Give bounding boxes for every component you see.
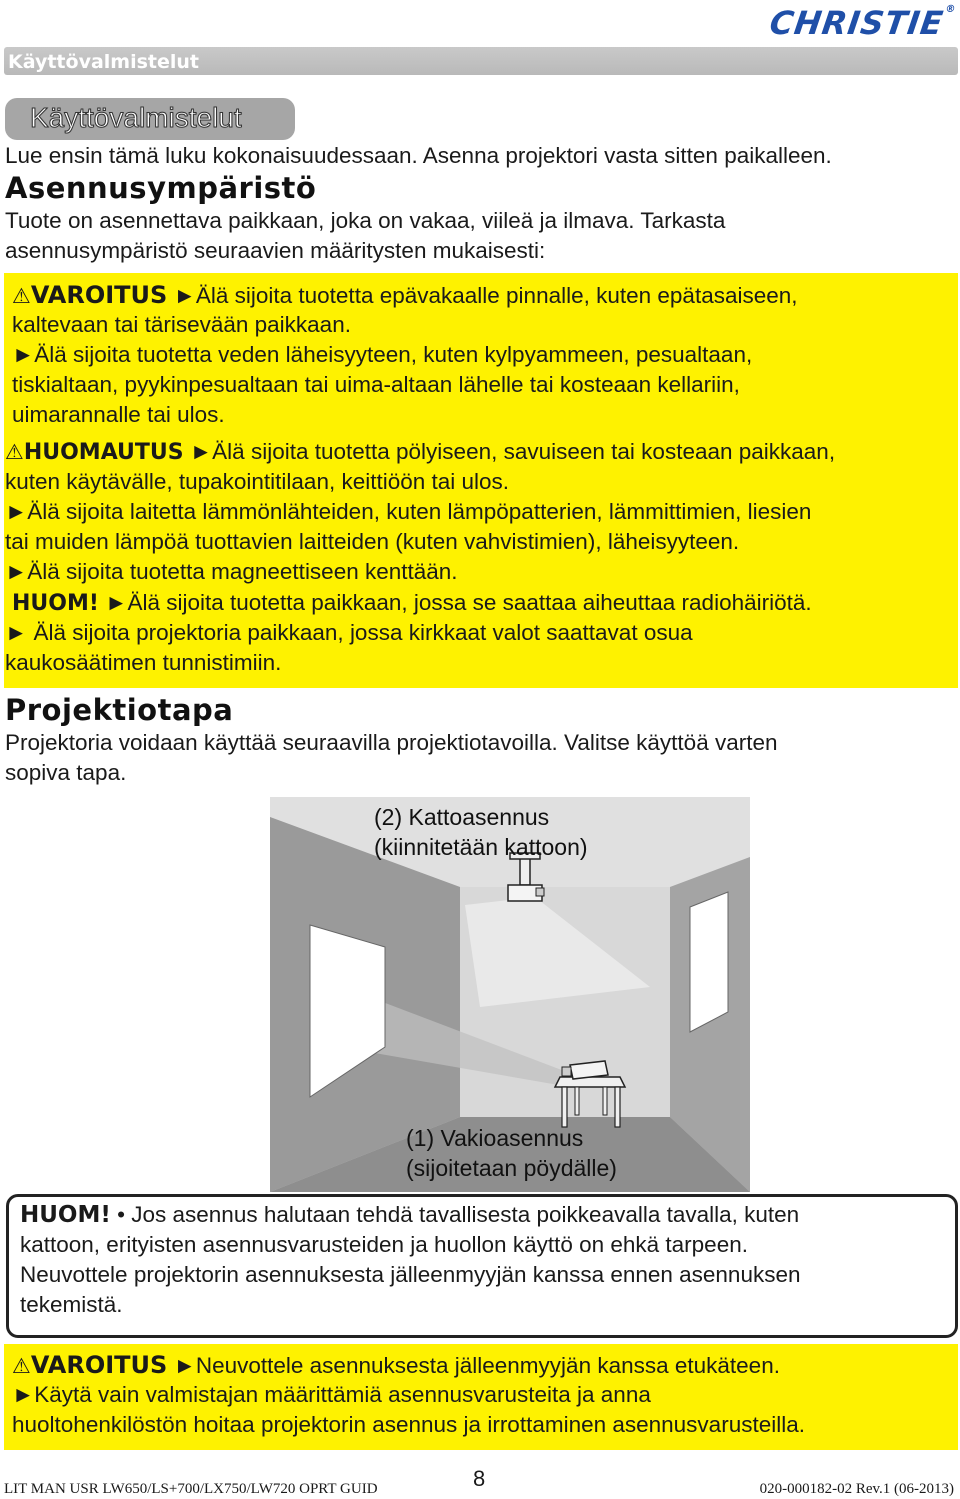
table-leg-4 [603,1087,607,1115]
table-label-1: (1) Vakioasennus [406,1125,584,1151]
registered-mark: ® [944,4,957,15]
note-line-4: tekemistä. [20,1292,123,1317]
footer-revision: 020-000182-02 Rev.1 (06-2013) [759,1481,954,1497]
table-leg-1 [562,1087,567,1127]
caution-line-1 [5,437,835,468]
ceiling-projector-lens [536,888,544,896]
table-projector [570,1061,608,1079]
projection-line-2: sopiva tapa. [5,760,127,785]
table-projector-lens [562,1067,571,1076]
section-bar [4,47,958,75]
warning1-line-5: uimarannalle tai ulos. [12,402,225,427]
environment-line-1: Tuote on asennettava paikkaan, joka on vakaa, viileä ja ilmava. Tarkasta [5,208,726,233]
table-leg-2 [615,1087,620,1127]
right-window [690,892,728,1032]
footer-doc-id: LIT MAN USR LW650/LS+700/LX750/LW720 OPRT GUID [4,1481,378,1497]
ceiling-label-1: (2) Kattoasennus [374,804,550,830]
note-line-2: kattoon, erityisten asennusvarusteiden ja huollon käyttö on ehkä tarpeen. [20,1232,748,1257]
note-text-1: • Jos asennus halutaan tehdä tavallisesta poikkeavalla tavalla, kuten [117,1202,800,1227]
caution-note-label: HUOM! [12,591,99,616]
caution-line-4: tai muiden lämpöä tuottavien laitteiden (kuten vahvistimien), läheisyyteen. [5,529,740,554]
caution-triangle-icon: ⚠ [5,440,24,464]
table-top [555,1077,625,1087]
caution-note-text-1: ►Älä sijoita tuotetta paikkaan, jossa se saattaa aiheuttaa radiohäiriötä. [105,590,812,615]
caution-note-line-3: kaukosäätimen tunnistimiin. [5,650,282,675]
projection-line-1: Projektoria voidaan käyttää seuraavilla projektiotavoilla. Valitse käyttöä varten [5,730,778,755]
caution-text-1: ►Älä sijoita tuotetta pölyiseen, savuiseen tai kosteaan paikkaan, [189,439,836,464]
warning1-line-4: tiskialtaan, pyykinpesualtaan tai uima-altaan lähelle tai kosteaan kellariin, [12,372,740,397]
christie-logo [767,4,957,42]
chapter-intro: Lue ensin tämä luku kokonaisuudessaan. Asenna projektori vasta sitten paikalleen. [5,143,832,168]
warning1-label: VAROITUS [30,281,168,309]
caution-note-line-2: ► Älä sijoita projektoria paikkaan, jossa kirkkaat valot saattavat osua [5,620,693,645]
caution-line-2: kuten käytävälle, tupakointitilaan, keittiöön tai ulos. [5,469,510,494]
caution-note-line-1 [12,588,812,619]
warning-triangle-icon: ⚠ [12,284,31,308]
warning2-label: VAROITUS [30,1351,168,1379]
warning1-line-2: kaltevaan tai tärisevään paikkaan. [12,312,351,337]
section-bar-title: Käyttövalmistelut [8,51,199,73]
note-label: HUOM! [20,1202,111,1228]
warning2-line-2: ►Käytä vain valmistajan määrittämiä asennusvarusteita ja anna [12,1382,651,1407]
note-line-1 [20,1200,799,1230]
chapter-title-pill [5,98,295,140]
caution-line-3: ►Älä sijoita laitetta lämmönlähteiden, kuten lämpöpatterien, lämmittimien, liesien [5,499,812,524]
warning2-line-3: huoltohenkilöstön hoitaa projektorin asennus ja irrottaminen asennusvarusteilla. [12,1412,805,1437]
chapter-title: Käyttövalmistelut [30,102,242,133]
note-line-3: Neuvottele projektorin asennuksesta jälleenmyyjän kanssa ennen asennuksen [20,1262,801,1287]
warning2-line-1 [12,1350,780,1381]
installation-figure [270,797,750,1192]
warning1-line-3: ►Älä sijoita tuotetta veden läheisyyteen, kuten kylpyammeen, pesualtaan, [12,342,753,367]
projection-heading: Projektiotapa [5,693,234,727]
ceiling-label-2: (kiinnitetään kattoon) [374,834,588,860]
warning1-line-1 [12,280,798,311]
caution-label: HUOMAUTUS [23,440,184,465]
warning2-text-1: ►Neuvottele asennuksesta jälleenmyyjän kanssa etukäteen. [173,1353,780,1378]
logo-text: CHRISTIE [766,4,946,42]
caution-line-5: ►Älä sijoita tuotetta magneettiseen kenttään. [5,559,458,584]
warning2-triangle-icon: ⚠ [12,1354,31,1378]
environment-heading: Asennusympäristö [5,171,317,205]
table-leg-3 [575,1087,579,1115]
environment-line-2: asennusympäristö seuraavien määritysten mukaisesti: [5,238,546,263]
table-label-2: (sijoitetaan pöydälle) [406,1155,617,1181]
page-number: 8 [473,1466,486,1491]
warning1-text-1: ►Älä sijoita tuotetta epävakaalle pinnalle, kuten epätasaiseen, [173,283,798,308]
